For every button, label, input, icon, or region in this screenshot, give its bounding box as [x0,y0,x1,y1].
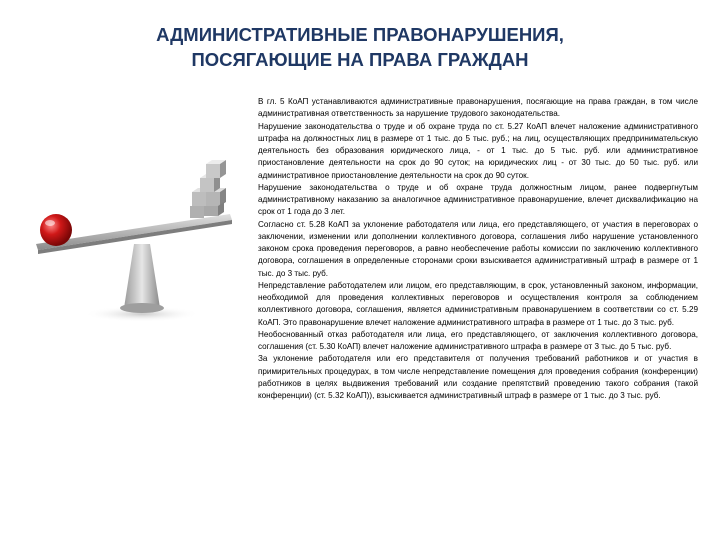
body-text [258,96,698,402]
title-line-2: ПОСЯГАЮЩИЕ НА ПРАВА ГРАЖДАН [191,49,529,70]
balance-scale-illustration [30,148,270,328]
paragraph-1: В гл. 5 КоАП устанавливаются административные правонарушения, посягающие на права граждан, в том числе административная ответственность за нарушение трудового законодательства. [258,97,698,119]
paragraph-3: Нарушение законодательства о труде и об охране труда должностным лицом, ранее подвергнутым административному наказанию за аналогичное административное правонарушение, влечет дисквалификацию на срок от 1 года до 3 лет. [258,182,698,217]
slide-title [60,22,660,72]
paragraph-2: Нарушение законодательства о труде и об охране труда по ст. 5.27 КоАП влечет наложение административного штрафа на должностных лиц в размере от 1 тыс. до 5 тыс. руб.; на лиц, осуществляющих предпринимательскую деятельность без образования юридического лица, - от 1 тыс. до 5 тыс. руб. или административное приостановление деятельности на срок до 90 суток; на юридических лиц - от 30 тыс. до 50 тыс. руб. или административное приостановление деятельности на срок до 90 суток. [258,121,698,180]
balance-scale-icon [30,148,270,328]
cube-stack [190,160,226,218]
paragraph-5: Непредставление работодателем или лицом, его представляющим, в срок, установленный законом, информации, необходимой для проведения коллективных переговоров и осуществления контроля за соблюдением коллективного договора, соглашения, является административным правонарушением в соответствии со ст. 5.29 КоАП. Это правонарушение влечет наложение административного штрафа в размере от 1 тыс. до 3 тыс. руб. [258,280,698,327]
paragraph-7: За уклонение работодателя или его представителя от получения требований работников и от участия в примирительных процедурах, в том числе непредставление помещения для проведения собрания (конференции) работников в целях выдвижения требований или создание препятствий проведению такого собрания (такой конференции) (ст. 5.32 КоАП)), взыскивается административный штраф в размере от 1 тыс. до 3 тыс. руб. [258,354,698,400]
paragraph-4: Согласно ст. 5.28 КоАП за уклонение работодателя или лица, его представляющего, от участия в переговорах о заключении, изменении или дополнении коллективного договора, соглашения либо нарушение установленного законом срока проведения переговоров, а равно необеспечение работы комиссии по заключению коллективного договора, соглашения в определенные сторонами сроки взыскивается административный штраф в размере от 1 тыс. до 3 тыс. руб. [258,219,698,278]
title-line-1: АДМИНИСТРАТИВНЫЕ ПРАВОНАРУШЕНИЯ, [156,24,564,45]
paragraph-6: Необоснованный отказ работодателя или лица, его представляющего, от заключения коллективного договора, соглашения (ст. 5.30 КоАП) влечет наложение административного штрафа в размере от 3 тыс. до 5 тыс. руб. [258,329,698,351]
